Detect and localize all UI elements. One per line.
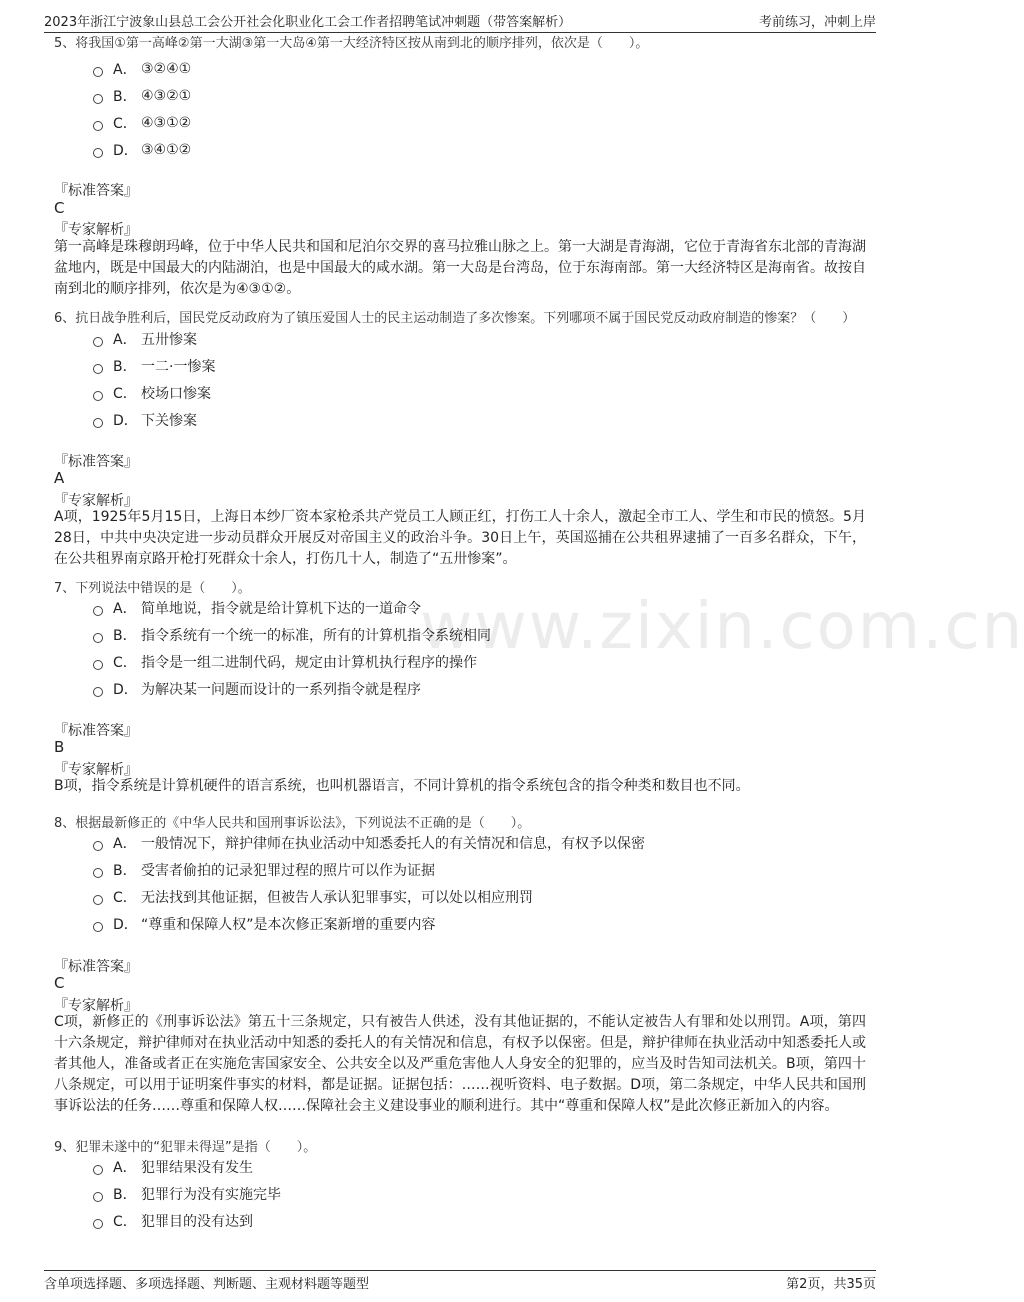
option-text: ④③②①	[141, 88, 192, 104]
question-stem: 5、将我国①第一高峰②第一大湖③第一大岛④第一大经济特区按从南到北的顺序排列，依次是（ ）。	[54, 36, 649, 51]
analysis-label: 『专家解析』	[54, 762, 138, 778]
option-d[interactable]	[93, 409, 197, 431]
option-d[interactable]	[93, 913, 436, 935]
option-letter: C．	[113, 890, 137, 906]
option-letter: D．	[113, 917, 138, 933]
answer-value: B	[54, 738, 65, 756]
header-slogan: 考前练习，冲刺上岸	[758, 14, 876, 30]
option-letter: C．	[113, 1214, 137, 1230]
analysis-text: A项，1925年5月15日，上海日本纱厂资本家枪杀共产党员工人顾正红，打伤工人十余人，激起全市工人、学生和市民的愤怒。5月28日，中共中央决定进一步动员群众开展反对帝国主义的政治斗争。30日上午，英国巡捕在公共租界逮捕了一百多名群众，下午，在公共租界南京路开枪打死群众十余人，打伤几十人，制造了“五卅惨案”。	[54, 509, 866, 567]
option-text: ③②④①	[141, 61, 192, 77]
answer-value: C	[54, 974, 65, 992]
option-text: ③④①②	[141, 142, 192, 158]
radio-icon[interactable]	[93, 922, 103, 932]
option-letter: A．	[113, 332, 137, 348]
option-text: 无法找到其他证据，但被告人承认犯罪事实，可以处以相应刑罚	[141, 890, 533, 906]
option-letter: A．	[113, 601, 137, 617]
watermark: www.zixin.com.cn	[420, 590, 1024, 664]
option-d[interactable]	[93, 678, 421, 700]
option-letter: C．	[113, 655, 137, 671]
option-text: 五卅惨案	[141, 332, 197, 348]
radio-icon[interactable]	[93, 94, 103, 104]
option-text: 一二·一惨案	[141, 359, 216, 375]
page-footer	[44, 1270, 876, 1293]
option-letter: C．	[113, 386, 137, 402]
answer-label: 『标准答案』	[54, 454, 138, 470]
radio-icon[interactable]	[93, 121, 103, 131]
option-b[interactable]	[93, 1183, 281, 1205]
option-text: ④③①②	[141, 115, 192, 131]
option-text: 一般情况下，辩护律师在执业活动中知悉委托人的有关情况和信息，有权予以保密	[141, 836, 645, 852]
option-text: 指令是一组二进制代码，规定由计算机执行程序的操作	[141, 655, 477, 671]
option-letter: A．	[113, 62, 137, 78]
option-letter: B．	[113, 863, 137, 879]
radio-icon[interactable]	[93, 895, 103, 905]
option-letter: D．	[113, 413, 138, 429]
analysis-label: 『专家解析』	[54, 998, 138, 1014]
option-d[interactable]	[93, 139, 191, 161]
radio-icon[interactable]	[93, 1192, 103, 1202]
radio-icon[interactable]	[93, 148, 103, 158]
option-c[interactable]	[93, 651, 477, 673]
option-a[interactable]	[93, 58, 191, 80]
answer-label: 『标准答案』	[54, 959, 138, 975]
radio-icon[interactable]	[93, 364, 103, 374]
option-a[interactable]	[93, 328, 197, 350]
answer-value: C	[54, 199, 65, 217]
option-b[interactable]	[93, 355, 215, 377]
option-text: 下关惨案	[141, 413, 197, 429]
option-text: 受害者偷拍的记录犯罪过程的照片可以作为证据	[141, 863, 435, 879]
option-text: “尊重和保障人权”是本次修正案新增的重要内容	[141, 917, 436, 933]
analysis-text: 第一高峰是珠穆朗玛峰，位于中华人民共和国和尼泊尔交界的喜马拉雅山脉之上。第一大湖是青海湖，它位于青海省东北部的青海湖盆地内，既是中国最大的内陆湖泊，也是中国最大的咸水湖。第一大岛是台湾岛，位于东海南部。第一大经济特区是海南省。故按自南到北的顺序排列，依次是为④③①②。	[54, 239, 866, 297]
option-letter: B．	[113, 628, 137, 644]
radio-icon[interactable]	[93, 1219, 103, 1229]
option-letter: B．	[113, 89, 137, 105]
option-letter: A．	[113, 836, 137, 852]
answer-value: A	[54, 469, 65, 487]
option-text: 犯罪目的没有达到	[141, 1214, 253, 1230]
answer-label: 『标准答案』	[54, 723, 138, 739]
question-stem: 8、根据最新修正的《中华人民共和国刑事诉讼法》，下列说法不正确的是（ ）。	[54, 816, 531, 831]
page-number: 第2页，共35页	[786, 1276, 876, 1292]
option-c[interactable]	[93, 886, 533, 908]
analysis-text: C项，新修正的《刑事诉讼法》第五十三条规定，只有被告人供述，没有其他证据的，不能认定被告人有罪和处以刑罚。A项，第四十六条规定，辩护律师对在执业活动中知悉的委托人的有关情况和信息，有权予以保密。但是，辩护律师在执业活动中知悉委托人或者其他人，准备或者正在实施危害国家安全、公共安全以及严重危害他人人身安全的犯罪的，应当及时告知司法机关。B项，第四十八条规定，可以用于证明案件事实的材料，都是证据。证据包括：……视听资料、电子数据。D项，第二条规定，中华人民共和国刑事诉讼法的任务……尊重和保障人权……保障社会主义建设事业的顺利进行。其中“尊重和保障人权”是此次修正新加入的内容。	[54, 1014, 866, 1114]
radio-icon[interactable]	[93, 67, 103, 77]
option-c[interactable]	[93, 112, 191, 134]
analysis-label: 『专家解析』	[54, 222, 138, 238]
option-text: 指令系统有一个统一的标准，所有的计算机指令系统相同	[141, 628, 491, 644]
radio-icon[interactable]	[93, 660, 103, 670]
answer-label: 『标准答案』	[54, 183, 138, 199]
footer-description: 含单项选择题、多项选择题、判断题、主观材料题等题型	[44, 1276, 370, 1292]
option-a[interactable]	[93, 1156, 253, 1178]
radio-icon[interactable]	[93, 391, 103, 401]
radio-icon[interactable]	[93, 633, 103, 643]
question-stem: 7、下列说法中错误的是（ ）。	[54, 581, 251, 596]
option-a[interactable]	[93, 597, 421, 619]
option-letter: A．	[113, 1160, 137, 1176]
option-c[interactable]	[93, 382, 211, 404]
radio-icon[interactable]	[93, 606, 103, 616]
option-letter: D．	[113, 682, 138, 698]
option-text: 校场口惨案	[141, 386, 211, 402]
option-b[interactable]	[93, 624, 491, 646]
radio-icon[interactable]	[93, 1165, 103, 1175]
analysis-label: 『专家解析』	[54, 493, 138, 509]
option-letter: B．	[113, 359, 137, 375]
radio-icon[interactable]	[93, 868, 103, 878]
option-letter: B．	[113, 1187, 137, 1203]
option-b[interactable]	[93, 85, 191, 107]
option-letter: D．	[113, 143, 138, 159]
option-a[interactable]	[93, 832, 645, 854]
option-c[interactable]	[93, 1210, 253, 1232]
question-stem: 9、犯罪未遂中的“犯罪未得逞”是指（ ）。	[54, 1140, 317, 1155]
radio-icon[interactable]	[93, 337, 103, 347]
radio-icon[interactable]	[93, 418, 103, 428]
option-text: 犯罪行为没有实施完毕	[141, 1187, 281, 1203]
option-b[interactable]	[93, 859, 435, 881]
option-text: 为解决某一问题而设计的一系列指令就是程序	[141, 682, 421, 698]
analysis-text: B项，指令系统是计算机硬件的语言系统，也叫机器语言，不同计算机的指令系统包含的指令种类和数目也不同。	[54, 778, 750, 794]
option-letter: C．	[113, 116, 137, 132]
option-text: 简单地说，指令就是给计算机下达的一道命令	[141, 601, 421, 617]
document-title: 2023年浙江宁波象山县总工会公开社会化职业化工会工作者招聘笔试冲刺题（带答案解析）	[44, 14, 572, 30]
option-text: 犯罪结果没有发生	[141, 1160, 253, 1176]
question-stem: 6、抗日战争胜利后，国民党反动政府为了镇压爱国人士的民主运动制造了多次惨案。下列哪项不属于国民党反动政府制造的惨案？（ ）	[54, 311, 856, 326]
radio-icon[interactable]	[93, 687, 103, 697]
radio-icon[interactable]	[93, 841, 103, 851]
